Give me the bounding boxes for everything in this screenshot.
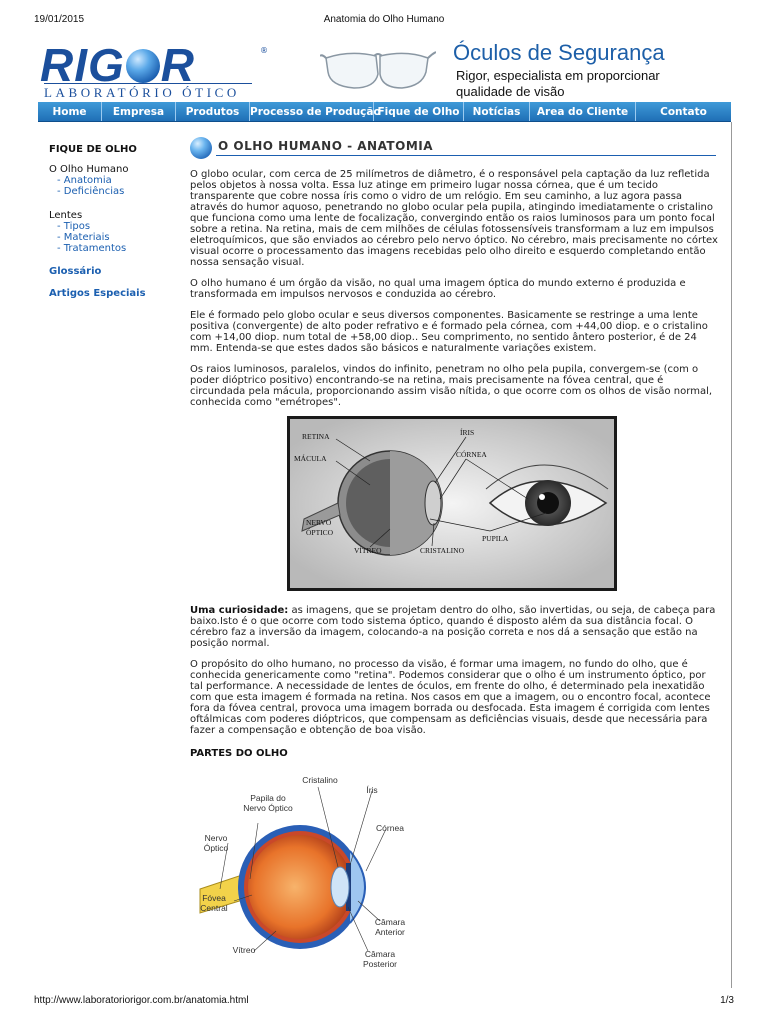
sidebar xyxy=(49,144,179,299)
label-vitreo-2: Vítreo xyxy=(232,945,256,955)
sidebar-group-olho[interactable]: O Olho Humano xyxy=(49,164,129,175)
label-camara-anterior: Câmara Anterior xyxy=(374,917,406,937)
label-cristalino-2: Cristalino xyxy=(302,775,338,785)
paragraph-6: O propósito do olho humano, no processo da visão, é formar uma imagem, no fundo do olho, que é conhecida genericamente como "retina". Podemos considerar que o olho é um instrumento óptico, por tal performance. A necessidade de lentes de óculos, em frente do olho, é determinado pela inexatidão com que esta imagem é formada na retina. Nos casos em que a imagem, ou o encontro focal, acontece fora da fóvea central, provoca uma imagem borrada ou desfocada. Esta imagem é corrigida com lentes oftálmicas com poderes dióptricos, que compensam as deficiências visuais, desde que necessária para fazer a compensação e obtenção de boa visão. xyxy=(190,659,711,736)
sidebar-title: FIQUE DE OLHO xyxy=(49,144,137,155)
label-optico: ÓPTICO xyxy=(306,528,334,537)
paragraph-curiosidade xyxy=(190,605,720,649)
sidebar-item-tratamentos[interactable]: - Tratamentos xyxy=(57,243,127,254)
print-title: Anatomia do Olho Humano xyxy=(323,14,445,25)
label-fovea: Fóvea Central xyxy=(200,893,228,913)
nav-processo[interactable]: Processo de Produção xyxy=(250,102,374,121)
eye-parts-diagram xyxy=(190,771,420,971)
sidebar-item-tipos[interactable]: - Tipos xyxy=(57,221,91,232)
paragraph-2: O olho humano é um órgão da visão, no qual uma imagem óptica do mundo externo é produzida e transformada em impulsos nervosos e conduzida ao cérebro. xyxy=(190,278,686,300)
nav-home[interactable]: Home xyxy=(38,102,102,121)
nav-area-do-cliente[interactable]: Area do Cliente xyxy=(530,102,636,121)
sidebar-group-lentes[interactable]: Lentes xyxy=(49,210,83,221)
tagline-text: Rigor, especialista em proporcionar qualidade de visão xyxy=(456,68,660,99)
logo-ball-icon xyxy=(126,49,160,83)
rigor-logo[interactable] xyxy=(38,38,268,100)
sidebar-item-anatomia[interactable]: - Anatomia xyxy=(57,175,112,186)
nav-fique-de-olho[interactable]: Fique de Olho xyxy=(374,102,464,121)
parts-title: PARTES DO OLHO xyxy=(190,748,288,759)
sidebar-item-materiais[interactable]: - Materiais xyxy=(57,232,110,243)
label-cristalino: CRISTALINO xyxy=(420,546,464,555)
label-nervo-2: Nervo Óptico xyxy=(203,833,229,853)
page-heading xyxy=(190,136,720,160)
nav-empresa[interactable]: Empresa xyxy=(102,102,176,121)
label-papila: Papila do Nervo Óptico xyxy=(243,793,293,813)
tagline-title: Óculos de Segurança xyxy=(453,40,665,65)
print-url: http://www.laboratoriorigor.com.br/anatomia.html xyxy=(34,995,249,1006)
label-cornea: CÓRNEA xyxy=(456,450,487,459)
heading-ball-icon xyxy=(190,137,212,159)
sidebar-link-glossario[interactable]: Glossário xyxy=(49,266,102,277)
print-page-number: 1/3 xyxy=(720,995,734,1006)
paragraph-4: Os raios luminosos, paralelos, vindos do infinito, penetram no olho pela pupila, convergem-se (com o poder dióptrico positivo) encontrando-se na retina, mais precisamente na fóvea central, que é circundada pela mácula, proporcionando assim visão nítida, o que ocorre com os olhos de visão normal, conhecida como "emétropes". xyxy=(190,364,713,408)
logo-wordmark: RIG R xyxy=(40,39,196,91)
curiosidade-lead: Uma curiosidade: xyxy=(190,605,289,616)
main-nav xyxy=(38,102,731,122)
heading-underline xyxy=(216,155,716,156)
label-cornea-2: Córnea xyxy=(376,823,404,833)
label-camara-posterior: Câmara Posterior xyxy=(362,949,397,969)
label-retina: RETINA xyxy=(302,432,330,441)
site-banner xyxy=(38,38,732,100)
label-pupila: PUPILA xyxy=(482,534,509,543)
nav-contato[interactable]: Contato xyxy=(660,106,707,118)
print-footer xyxy=(34,995,734,1009)
sidebar-link-artigos[interactable]: Artigos Especiais xyxy=(49,288,146,299)
label-nervo: NERVO xyxy=(306,518,332,527)
label-macula: MÁCULA xyxy=(294,454,327,463)
label-iris: ÍRIS xyxy=(460,428,475,437)
curiosidade-text: as imagens, que se projetam dentro do olho, são invertidas, ou seja, de cabeça para baixo.Isto é o que ocorre com todo sistema óptico, quando é disposto além da sua distância focal. O cérebro faz a inversão da imagem, colocando-a na posição correta e nos dá a sensação que estão na posição normal. xyxy=(190,605,716,649)
eye-cross-section-image xyxy=(287,416,617,591)
registered-mark: ® xyxy=(260,46,268,55)
page-title: O OLHO HUMANO - ANATOMIA xyxy=(218,139,434,153)
nav-noticias[interactable]: Notícias xyxy=(464,102,530,121)
sidebar-item-deficiencias[interactable]: - Deficiências xyxy=(57,186,125,197)
safety-glasses-icon xyxy=(320,44,436,94)
paragraph-1: O globo ocular, com cerca de 25 milímetros de diâmetro, é o responsável pela captação da luz refletida pelos objetos à nossa volta. Essa luz atinge em primeiro lugar nossa córnea, que é um tecido transparente que cobre nossa íris como o vidro de um relógio. Em seu caminho, a luz agora passa através do humor aquoso, penetrando no globo ocular pela pupila, atingindo imediatamente o cristalino que funciona como uma lente de focalização, convergindo então os raios luminosos para um ponto focal sobre a retina. Na retina, mais de cem milhões de células fotossensíveis transformam a luz em impulsos eletroquímicos, que são enviados ao cérebro pelo nervo óptico. No cérebro, mais precisamente no córtex visual ocorre o processamento das imagens recebidas pelo olho direito e esquerdo completando então nossa sensação visual. xyxy=(190,169,718,268)
label-vitreo: VÍTREO xyxy=(354,546,382,555)
paragraph-3: Ele é formado pelo globo ocular e seus diversos componentes. Basicamente se restringe a uma lente positiva (convergente) de alto poder refrativo e é formado pela córnea, com +44,00 diop. e o cristalino com +14,00 diop. num total de +58,00 diop.. Seu comprimento, no sentido ântero posterior, é de 24 mm. Entenda-se que estes dados são básicos e naturalmente variações existem. xyxy=(190,310,708,354)
print-header xyxy=(34,14,734,28)
label-iris-2: Íris xyxy=(366,785,378,795)
print-date: 19/01/2015 xyxy=(34,14,85,25)
logo-subtitle: LABORATÓRIO ÓTICO xyxy=(44,83,252,101)
nav-produtos[interactable]: Produtos xyxy=(176,102,250,121)
main-content xyxy=(190,136,720,971)
